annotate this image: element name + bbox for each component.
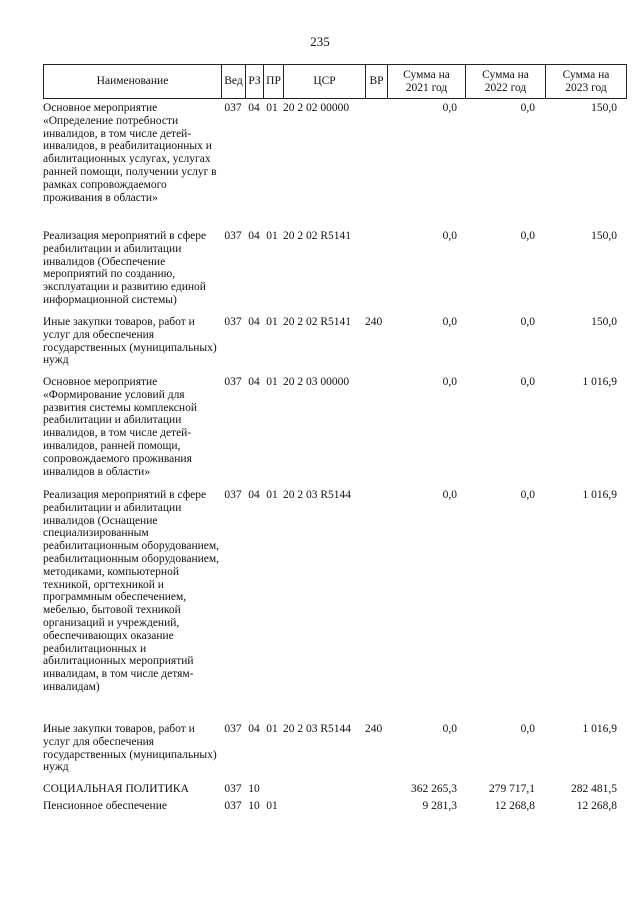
row-sum-2021: 0,0 [442,230,457,242]
row-csr: 20 2 03 00000 [283,376,350,388]
row-ved: 037 [224,376,242,388]
row-name: СОЦИАЛЬНАЯ ПОЛИТИКА [43,783,189,795]
header-sum-2021: Сумма на 2021 год [388,65,466,98]
header-csr: ЦСР [284,65,366,98]
row-pr: 01 [266,489,278,501]
row-ved: 037 [224,800,242,812]
row-ved: 037 [224,489,242,501]
header-rz: РЗ [246,65,264,98]
row-sum-2021: 0,0 [442,102,457,114]
row-sum-2022: 0,0 [520,230,535,242]
header-pr: ПР [264,65,284,98]
row-sum-2023: 150,0 [591,102,617,114]
row-sum-2022: 12 268,8 [494,800,535,812]
header-vr: ВР [366,65,388,98]
row-rz: 10 [248,800,260,812]
row-csr: 20 2 02 R5141 [283,316,352,328]
row-name: Иные закупки товаров, работ и услуг для обеспечения государственных (муниципальных) нужд [43,723,217,774]
row-ved: 037 [224,723,242,735]
row-csr: 20 2 03 R5144 [283,723,352,735]
header-sum-2022: Сумма на 2022 год [466,65,546,98]
row-sum-2022: 0,0 [520,102,535,114]
row-csr: 20 2 02 00000 [283,102,350,114]
row-ved: 037 [224,783,242,795]
row-rz: 04 [248,316,260,328]
row-pr: 01 [266,800,278,812]
row-rz: 04 [248,723,260,735]
row-rz: 04 [248,230,260,242]
row-sum-2023: 1 016,9 [582,489,617,501]
row-sum-2023: 1 016,9 [582,723,617,735]
row-name: Реализация мероприятий в сфере реабилитации и абилитации инвалидов (Оснащение специализированным реабилитационным оборудованием, реабилитационным оборудованием, методиками, компьютерной техникой, оргтехникой и программным обеспечением, мебелью, бытовой техникой организаций и учреждений, обеспечивающих оказание реабилитационных и абилитационных мероприятий инвалидам, в том числе детям-инвалидам) [43,489,220,693]
row-pr: 01 [266,316,278,328]
table-header [43,64,627,99]
page-number: 235 [310,34,330,49]
row-name: Пенсионное обеспечение [43,800,167,812]
header-sum-2023: Сумма на 2023 год [562,68,610,94]
row-csr: 20 2 03 R5144 [283,489,352,501]
header-name: Наименование [44,65,222,98]
row-sum-2022: 0,0 [520,376,535,388]
row-sum-2021: 0,0 [442,316,457,328]
row-sum-2023: 282 481,5 [571,783,617,795]
row-ved: 037 [224,316,242,328]
row-sum-2021: 0,0 [442,489,457,501]
row-rz: 04 [248,376,260,388]
row-rz: 04 [248,102,260,114]
row-rz: 10 [248,783,260,795]
row-sum-2022: 0,0 [520,489,535,501]
row-name: Основное мероприятие «Формирование условий для развития системы комплексной реабилитации и абилитации инвалидов, в том числе детей-инвалидов, ранней помощи, сопровождаемого проживания инвалидов в области» [43,376,197,478]
row-ved: 037 [224,230,242,242]
row-sum-2023: 150,0 [591,316,617,328]
row-ved: 037 [224,102,242,114]
header-ved: Вед [222,65,246,98]
row-sum-2021: 0,0 [442,723,457,735]
row-sum-2023: 150,0 [591,230,617,242]
row-sum-2021: 0,0 [442,376,457,388]
row-sum-2023: 1 016,9 [582,376,617,388]
row-rz: 04 [248,489,260,501]
row-pr: 01 [266,723,278,735]
row-csr: 20 2 02 R5141 [283,230,352,242]
row-sum-2023: 12 268,8 [576,800,617,812]
row-sum-2022: 0,0 [520,316,535,328]
row-sum-2022: 0,0 [520,723,535,735]
row-name: Основное мероприятие «Определение потребности инвалидов, в том числе детей-инвалидов, в реабилитационных и абилитационных услугах, услугах ранней помощи, получении услуг в рамках сопровождаемого проживания в области» [43,102,217,204]
row-sum-2022: 279 717,1 [489,783,535,795]
row-sum-2021: 362 265,3 [411,783,457,795]
row-pr: 01 [266,230,278,242]
row-pr: 01 [266,102,278,114]
row-name: Иные закупки товаров, работ и услуг для обеспечения государственных (муниципальных) нужд [43,316,217,367]
row-vr: 240 [365,723,383,735]
row-sum-2021: 9 281,3 [422,800,457,812]
row-pr: 01 [266,376,278,388]
row-vr: 240 [365,316,383,328]
row-name: Реализация мероприятий в сфере реабилитации и абилитации инвалидов (Обеспечение мероприятий по созданию, эксплуатации и развитию единой информационной системы) [43,230,207,306]
